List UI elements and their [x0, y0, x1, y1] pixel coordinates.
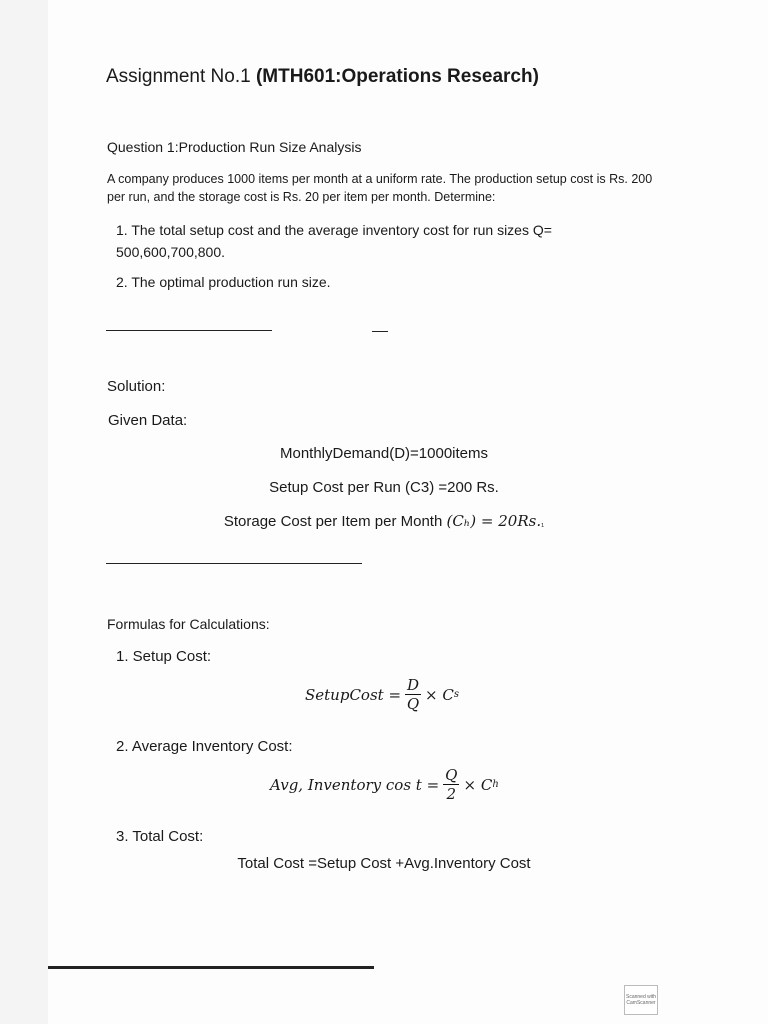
page-edge-line [48, 966, 374, 969]
setup-lhs: SetupCost = [305, 685, 402, 704]
inventory-rhs-sub: h [492, 779, 499, 790]
storage-label: Storage Cost per Item per Month [223, 513, 443, 530]
setup-fraction [405, 676, 421, 713]
camscanner-stamp [624, 985, 658, 1015]
storage-math: (Cₕ) = 20Rs. [446, 512, 542, 530]
given-demand: MonthlyDemand(D)=1000items [279, 445, 488, 462]
inventory-cost-label: 2. Average Inventory Cost: [116, 738, 293, 755]
stamp-line-2: CamScanner [626, 1000, 656, 1006]
inventory-cost-formula [270, 766, 499, 803]
page-title [106, 66, 539, 88]
setup-rhs: × C [425, 685, 454, 704]
divider [106, 330, 272, 331]
setup-rhs-sub: s [453, 689, 460, 700]
question-body: A company produces 1000 items per month at a uniform rate. The production setup cost is Rs. 200 per run, and the storage cost is Rs. 20 per item per month. Determine: [107, 172, 653, 204]
setup-cost-formula [305, 676, 459, 713]
total-cost-label: 3. Total Cost: [116, 828, 204, 845]
setup-numerator: D [407, 676, 420, 694]
title-course: (MTH601:Operations Research) [255, 66, 539, 87]
formulas-heading: Formulas for Calculations: [107, 616, 270, 632]
solution-heading: Solution: [107, 378, 166, 395]
setup-denominator: Q [406, 695, 420, 713]
question-item-1: 1. The total setup cost and the average inventory cost for run sizes Q= 500,600,700,800. [116, 222, 552, 260]
inventory-fraction [443, 766, 459, 803]
inventory-numerator: Q [445, 766, 458, 784]
inventory-denominator: 2 [446, 785, 457, 803]
given-storage-cost [0, 512, 768, 530]
given-setup-cost: Setup Cost per Run (C3) =200 Rs. [269, 479, 499, 496]
title-prefix: Assignment No.1 [106, 66, 251, 87]
divider [106, 563, 362, 564]
divider [372, 331, 388, 332]
stamp-line-1: Scanned with [625, 994, 657, 1000]
setup-cost-label: 1. Setup Cost: [116, 648, 212, 665]
inventory-rhs: × C [463, 775, 493, 794]
question-item-2: 2. The optimal production run size. [116, 274, 331, 290]
given-heading: Given Data: [108, 412, 188, 429]
question-title: Question 1:Production Run Size Analysis [107, 139, 362, 155]
storage-suffix: ₁ [541, 518, 545, 528]
inventory-lhs: Avg, Inventory cos t = [270, 775, 440, 794]
total-cost-formula: Total Cost =Setup Cost +Avg.Inventory Cost [237, 855, 531, 872]
